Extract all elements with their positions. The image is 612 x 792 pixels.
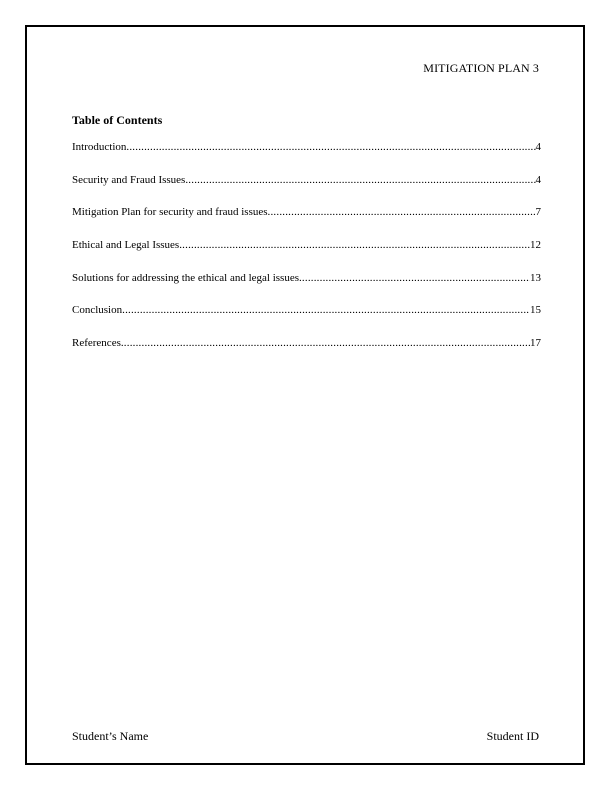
toc-entry-page: 12 (530, 239, 541, 252)
toc-title: Table of Contents (72, 113, 163, 127)
running-head: MITIGATION PLAN 3 (423, 61, 539, 75)
toc-entry-solutions[interactable] (72, 272, 541, 305)
toc-dot-leader (185, 174, 535, 186)
toc-entry-introduction[interactable] (72, 141, 541, 174)
table-of-contents (72, 141, 541, 370)
toc-entry-label: References (72, 337, 121, 350)
toc-dot-leader (268, 206, 536, 218)
document-page (25, 25, 585, 765)
toc-entry-label: Introduction (72, 141, 127, 153)
toc-entry-page: 17 (530, 337, 541, 350)
toc-dot-leader (179, 239, 530, 251)
toc-entry-page: 4 (535, 141, 541, 153)
toc-entry-label: Security and Fraud Issues (72, 173, 186, 186)
toc-dot-leader (122, 304, 530, 316)
toc-entry-page: 15 (530, 304, 541, 317)
toc-entry-label: Mitigation Plan for security and fraud issues (72, 206, 268, 219)
toc-entry-security-fraud[interactable] (72, 174, 541, 207)
toc-entry-label: Conclusion (72, 304, 123, 317)
toc-entry-ethical-legal[interactable] (72, 239, 541, 272)
toc-entry-references[interactable] (72, 337, 541, 370)
toc-entry-conclusion[interactable] (72, 304, 541, 337)
toc-entry-page: 4 (535, 173, 541, 186)
student-id: Student ID (486, 729, 539, 743)
toc-entry-page: 7 (535, 206, 541, 219)
toc-dot-leader (121, 337, 530, 349)
toc-entry-label: Ethical and Legal Issues (72, 239, 180, 252)
toc-entry-mitigation-plan[interactable] (72, 206, 541, 239)
student-name: Student’s Name (72, 729, 149, 743)
toc-entry-label: Solutions for addressing the ethical and legal issues (72, 271, 299, 284)
toc-dot-leader (126, 141, 535, 153)
toc-dot-leader (299, 272, 530, 284)
toc-entry-page: 13 (530, 271, 541, 284)
